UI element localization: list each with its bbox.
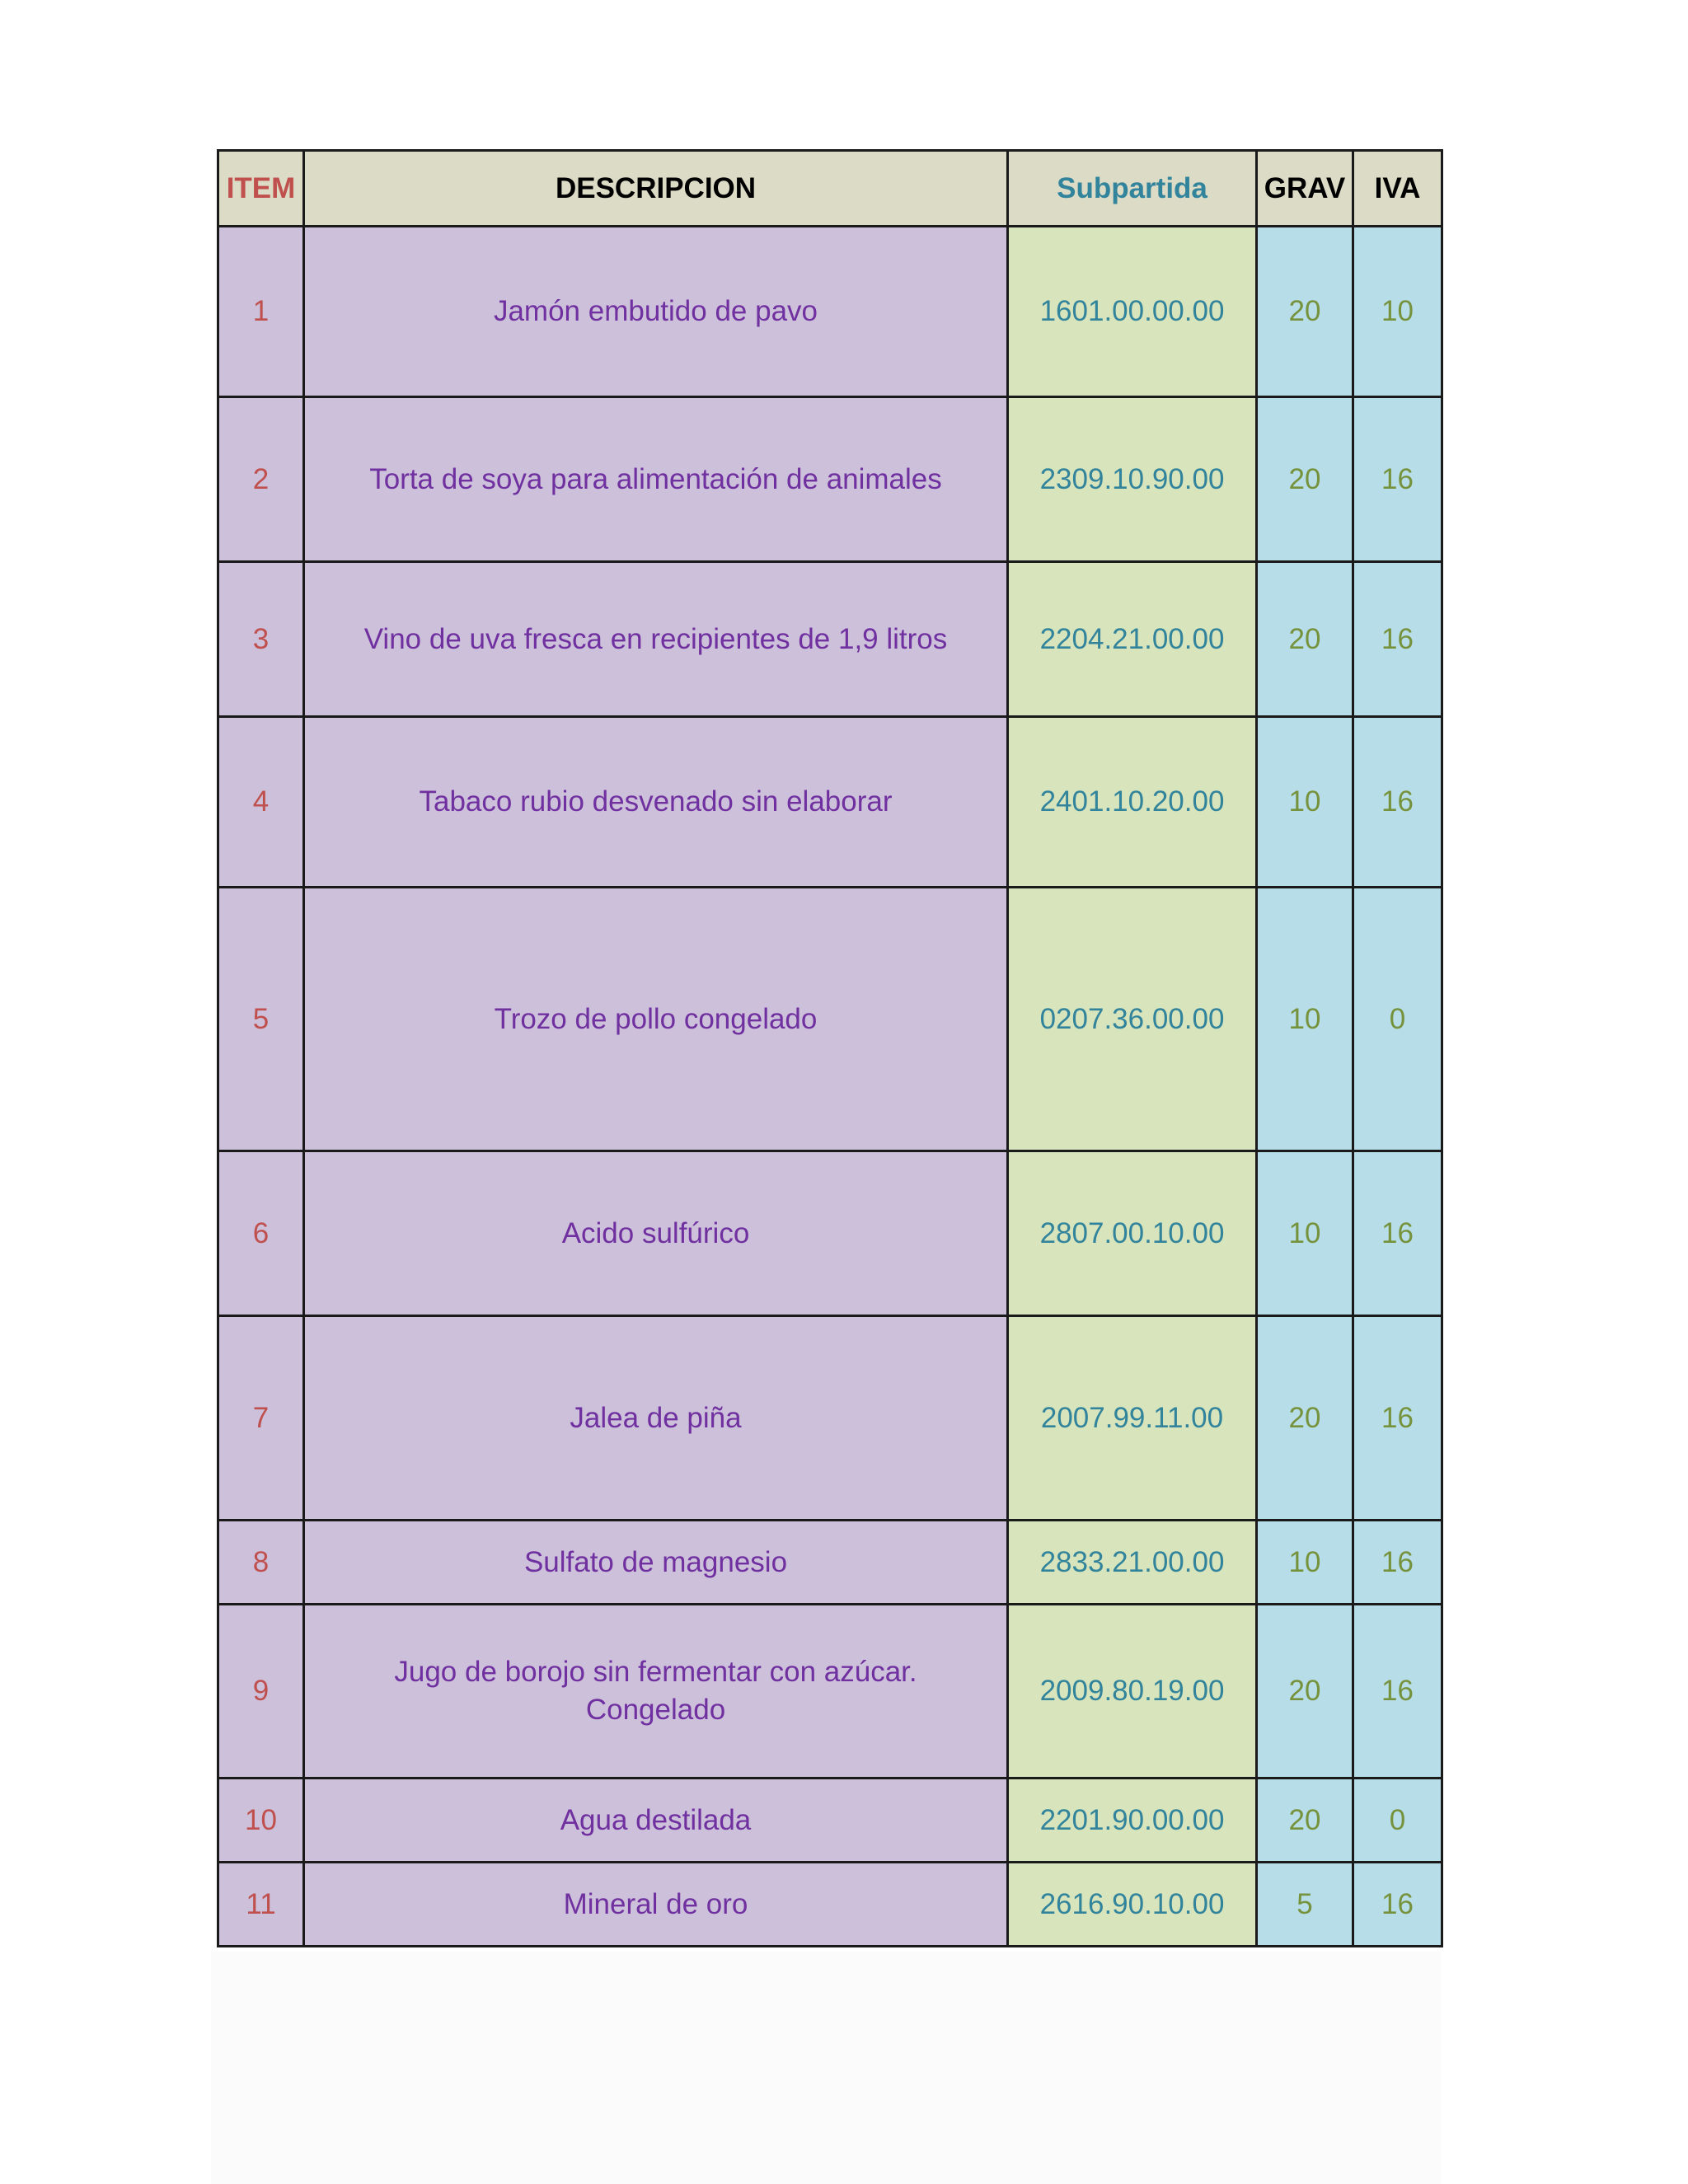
cell-item: 10 xyxy=(218,1779,304,1863)
cell-descripcion: Trozo de pollo congelado xyxy=(304,888,1008,1151)
table-row xyxy=(218,1521,1442,1605)
header-grav: GRAV xyxy=(1257,151,1353,227)
cell-subpartida: 1601.00.00.00 xyxy=(1008,227,1257,397)
cell-grav: 10 xyxy=(1257,888,1353,1151)
cell-subpartida: 2201.90.00.00 xyxy=(1008,1779,1257,1863)
cell-item: 11 xyxy=(218,1863,304,1947)
cell-iva: 10 xyxy=(1353,227,1442,397)
cell-iva: 16 xyxy=(1353,1316,1442,1521)
cell-grav: 20 xyxy=(1257,562,1353,717)
table-row xyxy=(218,1779,1442,1863)
header-row xyxy=(218,151,1442,227)
cell-descripcion: Jalea de piña xyxy=(304,1316,1008,1521)
page-background-shade xyxy=(211,1952,1441,2184)
cell-grav: 10 xyxy=(1257,717,1353,888)
cell-subpartida: 2007.99.11.00 xyxy=(1008,1316,1257,1521)
table-row xyxy=(218,562,1442,717)
cell-iva: 16 xyxy=(1353,1151,1442,1316)
table-row xyxy=(218,1151,1442,1316)
cell-item: 7 xyxy=(218,1316,304,1521)
cell-iva: 16 xyxy=(1353,1863,1442,1947)
cell-iva: 16 xyxy=(1353,562,1442,717)
cell-subpartida: 2309.10.90.00 xyxy=(1008,397,1257,562)
cell-descripcion: Vino de uva fresca en recipientes de 1,9 litros xyxy=(304,562,1008,717)
cell-descripcion: Acido sulfúrico xyxy=(304,1151,1008,1316)
cell-subpartida: 2833.21.00.00 xyxy=(1008,1521,1257,1605)
table-row xyxy=(218,717,1442,888)
table-row xyxy=(218,227,1442,397)
table-row xyxy=(218,888,1442,1151)
cell-grav: 20 xyxy=(1257,1316,1353,1521)
cell-item: 8 xyxy=(218,1521,304,1605)
header-iva: IVA xyxy=(1353,151,1442,227)
table-row xyxy=(218,1863,1442,1947)
header-item: ITEM xyxy=(218,151,304,227)
cell-subpartida: 2807.00.10.00 xyxy=(1008,1151,1257,1316)
cell-iva: 16 xyxy=(1353,1521,1442,1605)
tariff-table xyxy=(217,149,1443,1947)
cell-iva: 16 xyxy=(1353,1605,1442,1779)
cell-item: 9 xyxy=(218,1605,304,1779)
cell-subpartida: 2009.80.19.00 xyxy=(1008,1605,1257,1779)
cell-item: 3 xyxy=(218,562,304,717)
header-subpartida: Subpartida xyxy=(1008,151,1257,227)
cell-subpartida: 2616.90.10.00 xyxy=(1008,1863,1257,1947)
cell-descripcion: Jamón embutido de pavo xyxy=(304,227,1008,397)
cell-subpartida: 2204.21.00.00 xyxy=(1008,562,1257,717)
cell-grav: 10 xyxy=(1257,1151,1353,1316)
table-row xyxy=(218,1605,1442,1779)
cell-descripcion: Agua destilada xyxy=(304,1779,1008,1863)
cell-grav: 20 xyxy=(1257,1779,1353,1863)
cell-descripcion: Jugo de borojo sin fermentar con azúcar. Congelado xyxy=(304,1605,1008,1779)
cell-grav: 5 xyxy=(1257,1863,1353,1947)
cell-grav: 20 xyxy=(1257,1605,1353,1779)
cell-iva: 16 xyxy=(1353,397,1442,562)
cell-item: 2 xyxy=(218,397,304,562)
table-row xyxy=(218,1316,1442,1521)
table-row xyxy=(218,397,1442,562)
cell-item: 1 xyxy=(218,227,304,397)
cell-grav: 20 xyxy=(1257,227,1353,397)
cell-descripcion: Mineral de oro xyxy=(304,1863,1008,1947)
cell-descripcion: Sulfato de magnesio xyxy=(304,1521,1008,1605)
cell-descripcion: Tabaco rubio desvenado sin elaborar xyxy=(304,717,1008,888)
cell-grav: 10 xyxy=(1257,1521,1353,1605)
cell-grav: 20 xyxy=(1257,397,1353,562)
cell-iva: 16 xyxy=(1353,717,1442,888)
cell-iva: 0 xyxy=(1353,888,1442,1151)
cell-item: 4 xyxy=(218,717,304,888)
cell-descripcion: Torta de soya para alimentación de animales xyxy=(304,397,1008,562)
cell-item: 5 xyxy=(218,888,304,1151)
cell-iva: 0 xyxy=(1353,1779,1442,1863)
cell-subpartida: 2401.10.20.00 xyxy=(1008,717,1257,888)
header-descripcion: DESCRIPCION xyxy=(304,151,1008,227)
cell-subpartida: 0207.36.00.00 xyxy=(1008,888,1257,1151)
cell-item: 6 xyxy=(218,1151,304,1316)
